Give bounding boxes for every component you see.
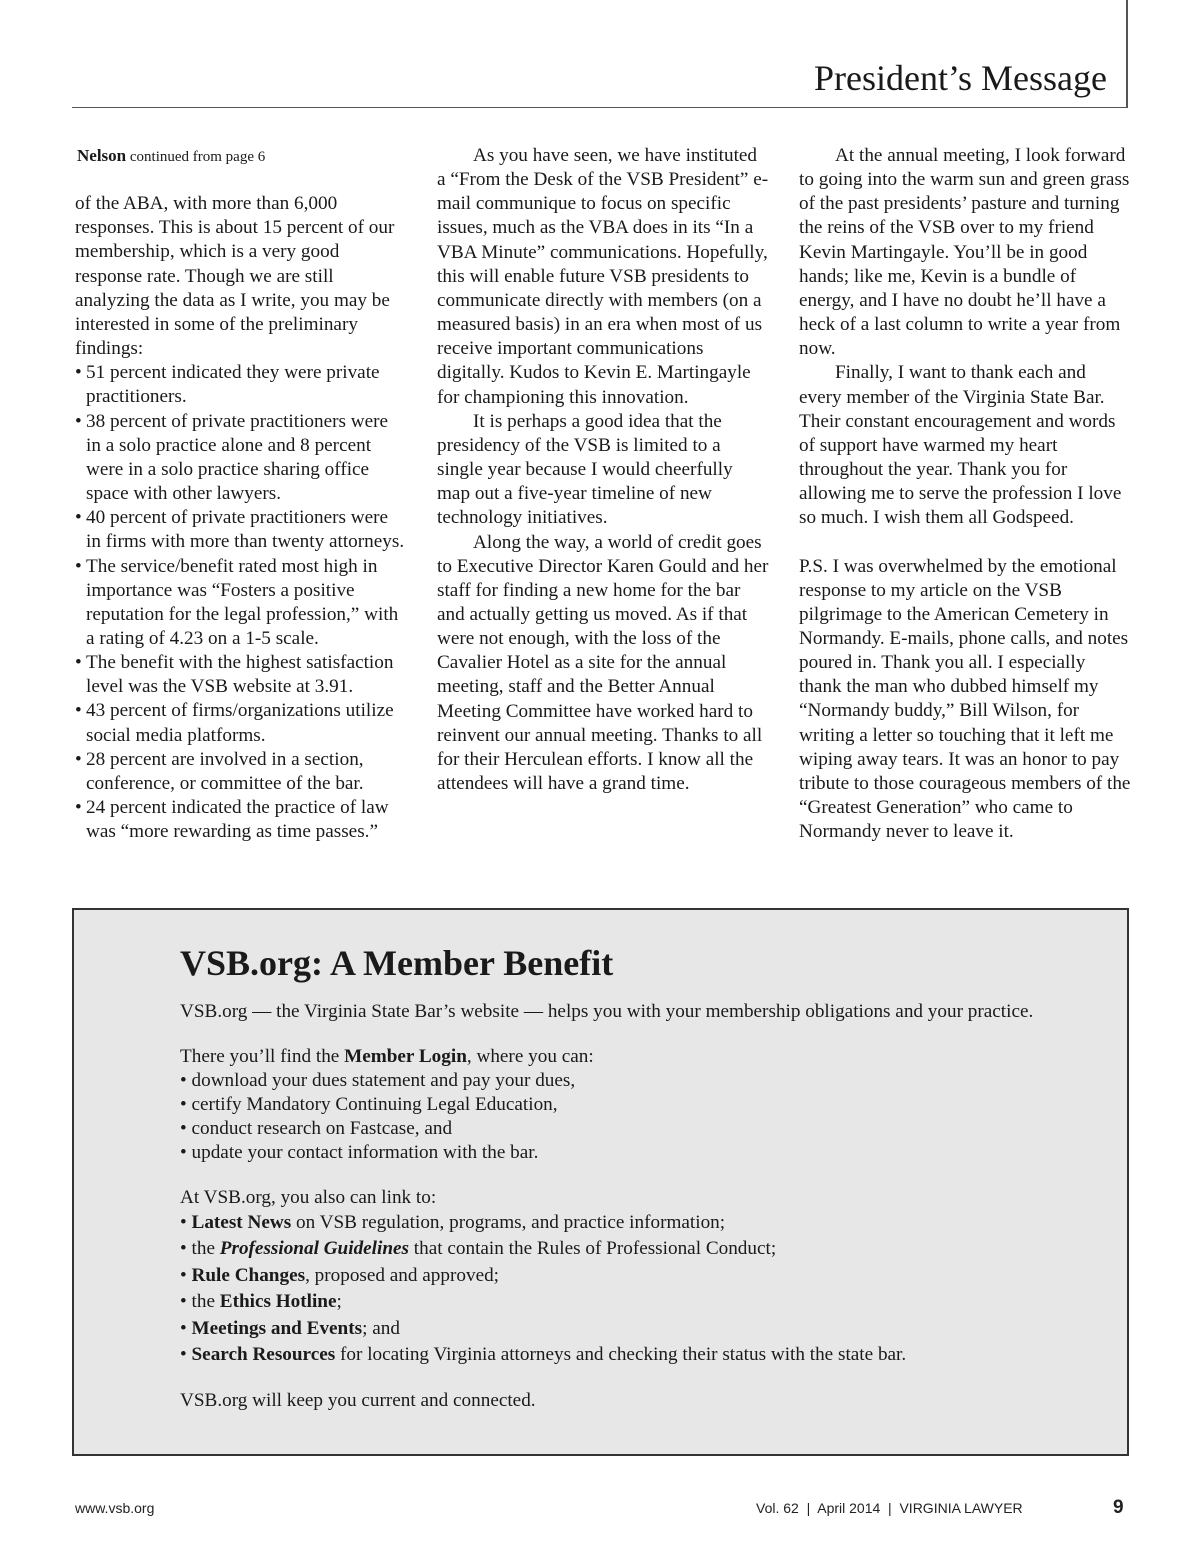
footer-issue-info xyxy=(756,1500,1023,1516)
link-label: Ethics Hotline xyxy=(219,1291,337,1313)
article-column-1 xyxy=(75,144,405,844)
link-label: Latest News xyxy=(191,1212,292,1233)
list-item: • 24 percent indicated the practice of law was “more rewarding as time passes.” xyxy=(75,796,405,844)
benefit-title: VSB.org: A Member Benefit xyxy=(180,943,614,983)
link-description: on VSB regulation, programs, and practice information; xyxy=(291,1212,726,1233)
list-item xyxy=(180,1236,1100,1262)
login-intro-text: There you’ll find the xyxy=(180,1046,345,1067)
link-description: , proposed and approved; xyxy=(305,1264,500,1286)
benefit-intro: VSB.org — the Virginia State Bar’s website — helps you with your membership obligations and your practice. xyxy=(180,1001,1034,1022)
member-login-label: Member Login xyxy=(344,1046,467,1067)
paragraph: Along the way, a world of credit goes to Executive Director Karen Gould and her staff for finding a new home for the bar and actually getting us moved. As if that were not enough, with the loss of the Cavalier Hotel as a site for the annual meeting, staff and the Better Annual Meeting Committee have worked hard to reinvent our annual meeting. Thanks to all for their Herculean efforts. I know all the attendees will have a grand time. xyxy=(437,531,769,795)
link-description: that contain the Rules of Professional Conduct; xyxy=(409,1238,777,1260)
link-description: ; and xyxy=(362,1317,400,1339)
list-item: • 40 percent of private practitioners were in firms with more than twenty attorneys. xyxy=(75,506,405,554)
link-label: Professional Guidelines xyxy=(219,1238,409,1260)
continued-note: continued from page 6 xyxy=(129,149,266,165)
link-label: Rule Changes xyxy=(191,1264,306,1286)
login-intro-text: , where you can: xyxy=(466,1046,594,1067)
footer-issue-text: Vol. 62 | April 2014 | VIRGINIA LAWYER xyxy=(756,1500,1023,1516)
findings-list xyxy=(75,361,405,844)
benefit-closing: VSB.org will keep you current and connected. xyxy=(180,1390,536,1412)
list-item: • update your contact information with the bar. xyxy=(180,1141,1100,1165)
links-intro: At VSB.org, you also can link to: xyxy=(180,1187,437,1208)
list-item: • The service/benefit rated most high in importance was “Fosters a positive reputation for the legal profession,” with a rating of 4.23 on a 1-5 scale. xyxy=(75,555,405,652)
list-item xyxy=(180,1263,1100,1289)
header-vertical-rule xyxy=(1126,0,1128,108)
list-item xyxy=(180,1342,1100,1368)
member-benefit-content xyxy=(180,940,1100,1413)
member-benefit-box xyxy=(72,908,1129,1456)
page-number: 9 xyxy=(1113,1497,1124,1518)
list-item: • certify Mandatory Continuing Legal Education, xyxy=(180,1093,1100,1117)
list-item: • 43 percent of firms/organizations utilize social media platforms. xyxy=(75,699,405,747)
list-item xyxy=(180,1316,1100,1342)
login-list xyxy=(180,1069,1100,1165)
footer-website-link[interactable]: www.vsb.org xyxy=(75,1500,155,1516)
list-item xyxy=(180,1289,1100,1315)
login-intro xyxy=(180,1045,1100,1069)
list-item: • download your dues statement and pay your dues, xyxy=(180,1069,1100,1093)
postscript: P.S. I was overwhelmed by the emotional response to my article on the VSB pilgrimage to the American Cemetery in Normandy. E-mails, phone calls, and notes poured in. Thank you all. I especially thank the man who dubbed himself my “Normandy buddy,” Bill Wilson, for writing a letter so touching that it left me wiping away tears. It was an honor to pay tribute to those courageous members of the “Greatest Generation” who came to Normandy never to leave it. xyxy=(799,555,1131,843)
list-item: • 28 percent are involved in a section, conference, or committee of the bar. xyxy=(75,748,405,796)
continued-line xyxy=(75,144,405,169)
list-item: • 38 percent of private practitioners were in a solo practice alone and 8 percent were in a solo practice sharing office space with other lawyers. xyxy=(75,410,405,507)
paragraph: It is perhaps a good idea that the presidency of the VSB is limited to a single year because I would cheerfully map out a five-year timeline of new technology initiatives. xyxy=(437,410,733,529)
list-item: • conduct research on Fastcase, and xyxy=(180,1117,1100,1141)
paragraph: As you have seen, we have instituted a “From the Desk of the VSB President” e-mail communique to focus on specific issues, much as the VBA does in its “In a VBA Minute” communications. Hopefully, this will enable future VSB presidents to communicate directly with members (on a measured basis) in an era when most of us receive important communications digitally. Kudos to Kevin E. Martingayle for championing this innovation. xyxy=(437,145,769,408)
link-description: ; xyxy=(336,1291,342,1313)
section-title: President’s Message xyxy=(814,58,1107,98)
header-horizontal-rule xyxy=(72,107,1128,108)
article-column-2 xyxy=(437,144,769,796)
link-prefix: the xyxy=(191,1291,220,1313)
paragraph: Finally, I want to thank each and every member of the Virginia State Bar. Their constant encouragement and words of support have warmed my heart throughout the year. Thank you for allowing me to serve the profession I love so much. I wish them all Godspeed. xyxy=(799,362,1122,529)
paragraph: At the annual meeting, I look forward to going into the warm sun and green grass of the past presidents’ pasture and turning the reins of the VSB over to my friend Kevin Martingayle. You’ll be in good hands; like me, Kevin is a bundle of energy, and I have no doubt he’ll have a heck of a last column to write a year from now. xyxy=(799,145,1130,360)
continued-author: Nelson xyxy=(77,146,127,165)
article-column-3 xyxy=(799,144,1131,844)
link-label: Search Resources xyxy=(191,1344,336,1366)
list-item: • The benefit with the highest satisfaction level was the VSB website at 3.91. xyxy=(75,651,405,699)
list-item xyxy=(180,1210,1100,1236)
link-label: Meetings and Events xyxy=(191,1317,363,1339)
links-list xyxy=(180,1210,1100,1368)
link-description: for locating Virginia attorneys and checking their status with the state bar. xyxy=(335,1344,907,1366)
list-item: • 51 percent indicated they were private practitioners. xyxy=(75,361,405,409)
link-prefix: the xyxy=(191,1238,220,1260)
paragraph: of the ABA, with more than 6,000 responses. This is about 15 percent of our membership, which is a very good response rate. Though we are still analyzing the data as I write, you may be interested in some of the preliminary findings: xyxy=(75,193,395,360)
